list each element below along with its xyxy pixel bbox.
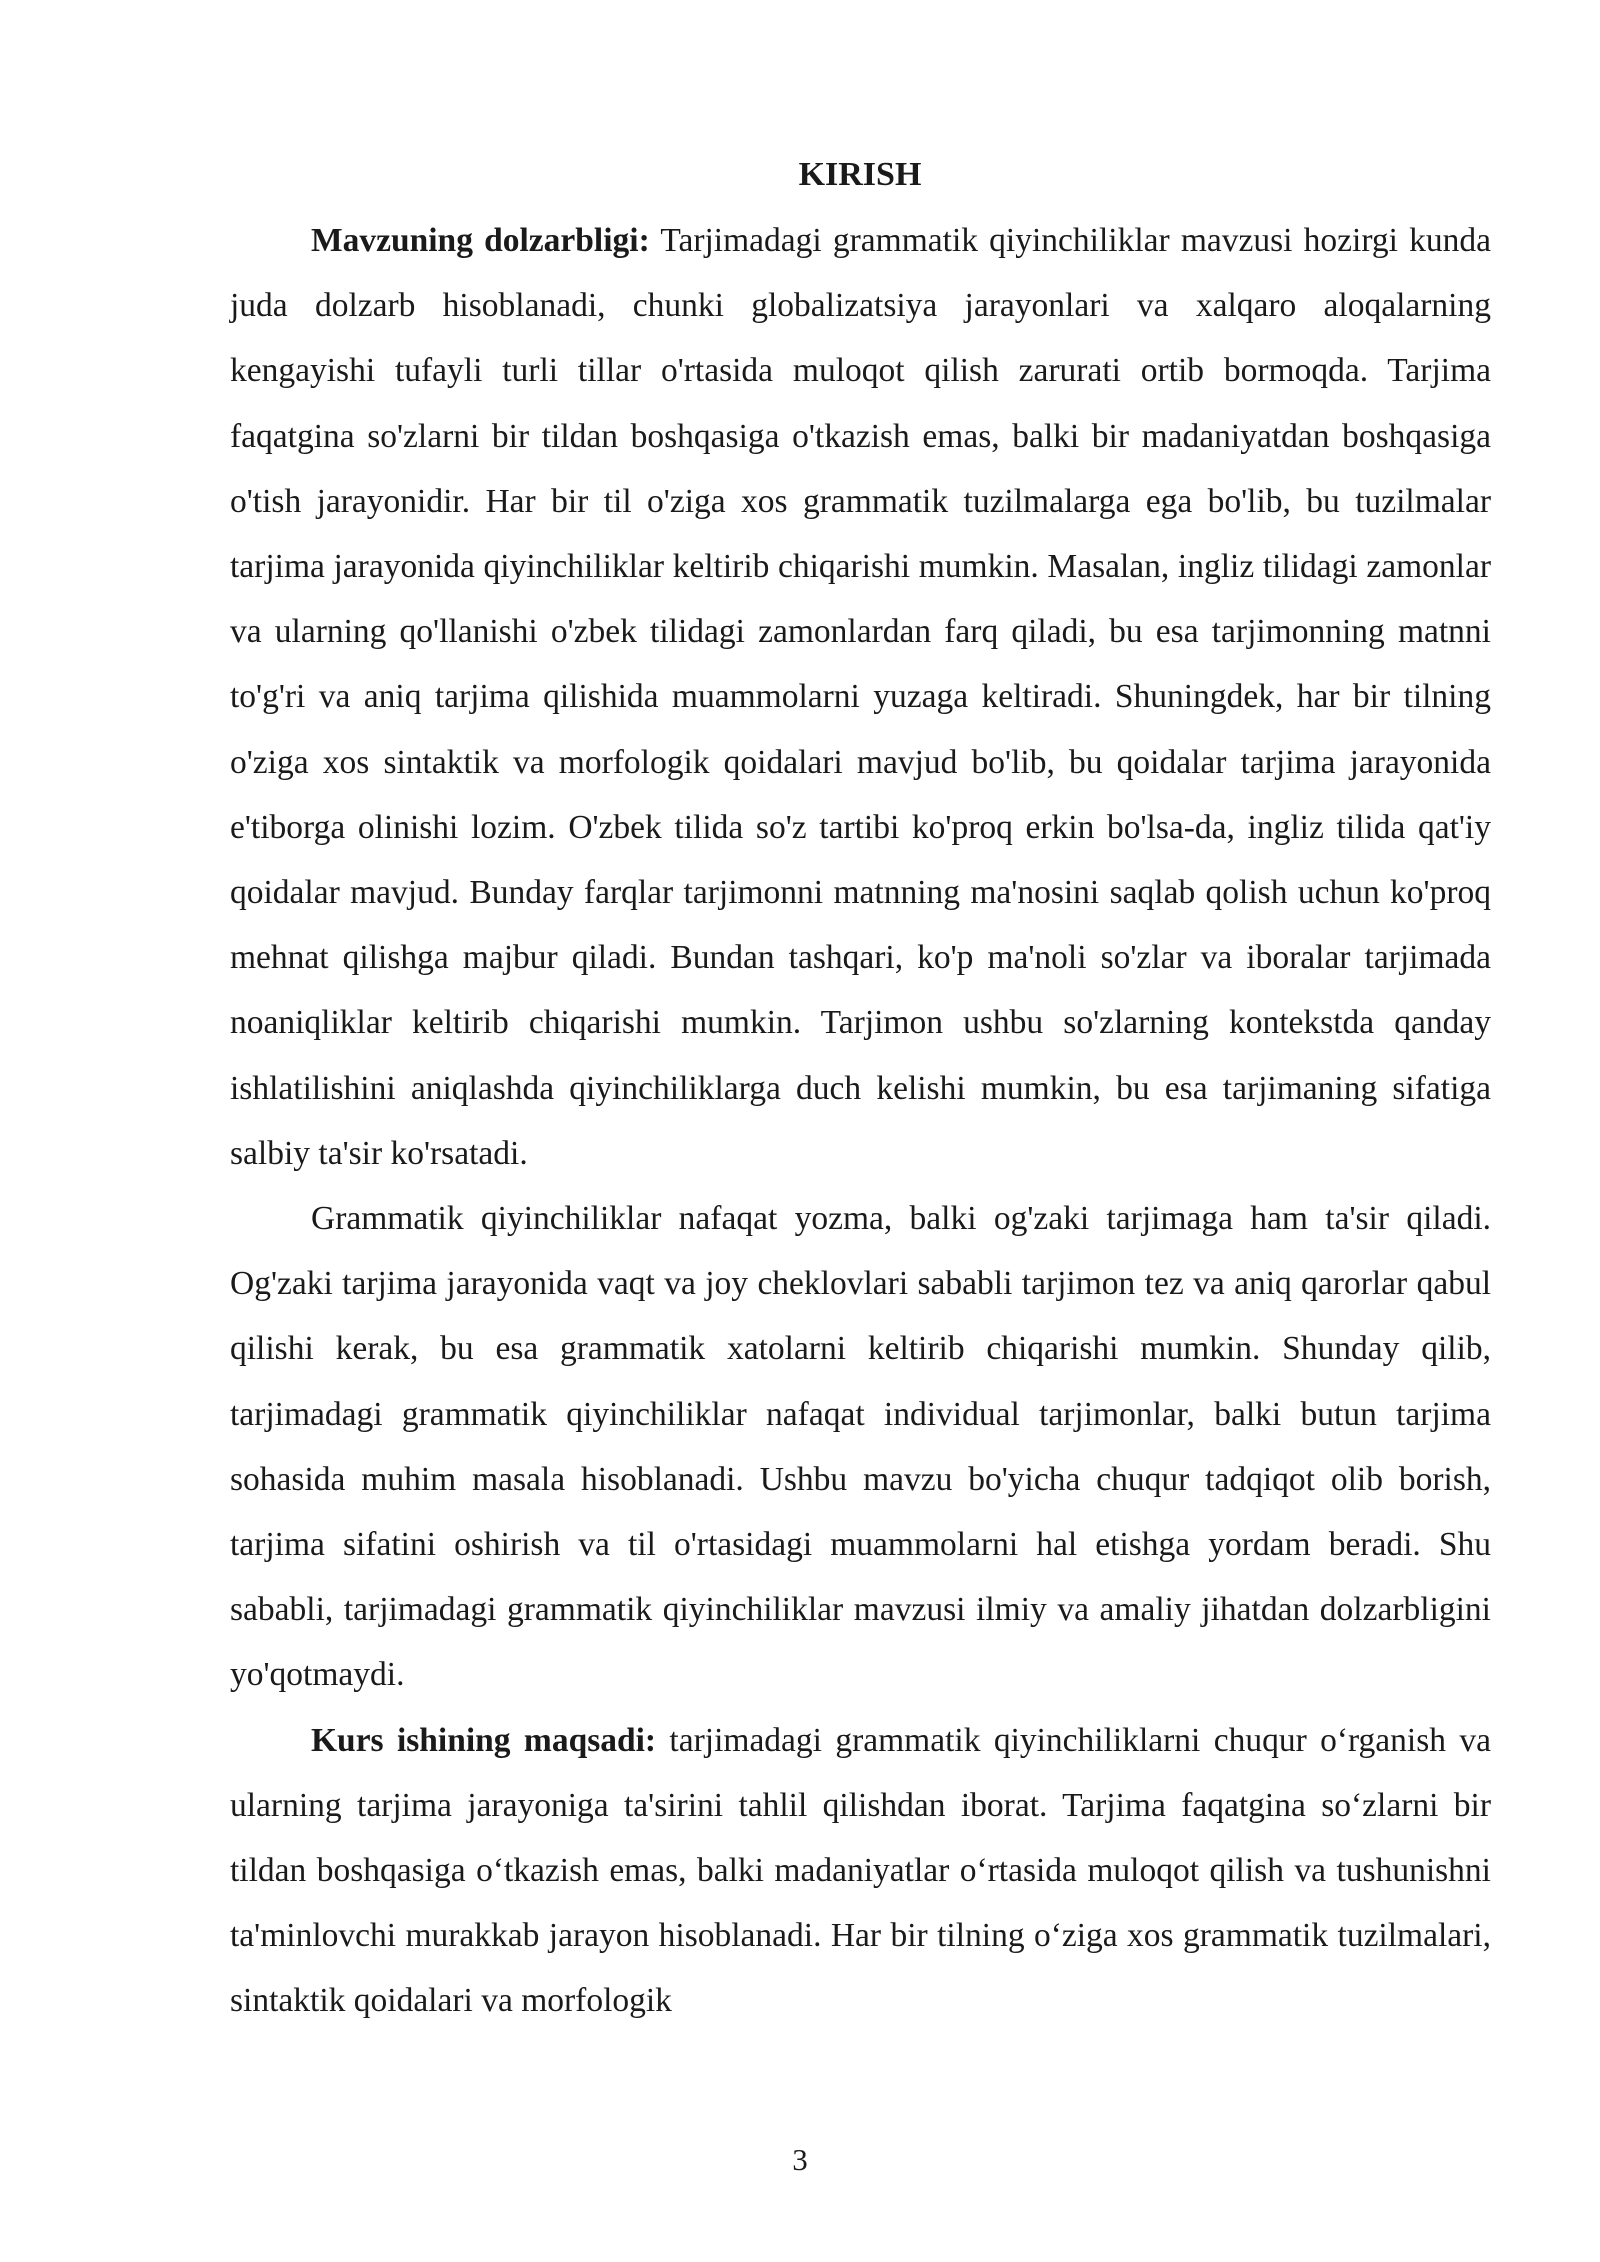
paragraph-text: tarjimadagi grammatik qiyinchiliklarni chuqur o‘rganish va ularning tarjima jarayoniga ta'sirini tahlil qilishdan iborat. Tarjima faqatgina so‘zlarni bir tildan boshqasiga o‘tkazish emas, balki madaniyatlar o‘rtasida muloqot qilish va tushunishni ta'minlovchi murakkab jarayon hisoblanadi. Har bir tilning o‘ziga xos grammatik tuzilmalari, sintaktik qoidalari va morfologik (230, 1721, 1491, 2020)
paragraph-goal (230, 1708, 1491, 2034)
section-heading: KIRISH (798, 156, 922, 193)
body-text (230, 208, 1491, 2034)
page-number: 3 (792, 2142, 808, 2177)
paragraph-lead: Mavzuning dolzarbligi: (311, 222, 650, 259)
paragraph-oral-translation (230, 1186, 1491, 1708)
paragraph-lead: Kurs ishining maqsadi: (311, 1721, 657, 1759)
paragraph-text: Grammatik qiyinchiliklar nafaqat yozma, balki og'zaki tarjimaga ham ta'sir qiladi. Og'zaki tarjima jarayonida vaqt va joy cheklovlari sababli tarjimon tez va aniq qarorlar qabul qilishi kerak, bu esa grammatik xatolarni keltirib chiqarishi mumkin. Shunday qilib, tarjimadagi grammatik qiyinchiliklar nafaqat individual tarjimonlar, balki butun tarjima sohasida muhim masala hisoblanadi. Ushbu mavzu bo'yicha chuqur tadqiqot olib borish, tarjima sifatini oshirish va til o'rtasidagi muammolarni hal etishga yordam beradi. Shu sababli, tarjimadagi grammatik qiyinchiliklar mavzusi ilmiy va amaliy jihatdan dolzarbligini yo'qotmaydi. (230, 1200, 1491, 1694)
paragraph-text: Tarjimadagi grammatik qiyinchiliklar mavzusi hozirgi kunda juda dolzarb hisoblanadi, chunki globalizatsiya jarayonlari va xalqaro aloqalarning kengayishi tufayli turli tillar o'rtasida muloqot qilish zarurati ortib bormoqda. Tarjima faqatgina so'zlarni bir tildan boshqasiga o'tkazish emas, balki bir madaniyatdan boshqasiga o'tish jarayonidir. Har bir til o'ziga xos grammatik tuzilmalarga ega bo'lib, bu tuzilmalar tarjima jarayonida qiyinchiliklar keltirib chiqarishi mumkin. Masalan, ingliz tilidagi zamonlar va ularning qo'llanishi o'zbek tilidagi zamonlardan farq qiladi, bu esa tarjimonning matnni to'g'ri va aniq tarjima qilishida muammolarni yuzaga keltiradi. Shuningdek, har bir tilning o'ziga xos sintaktik va morfologik qoidalari mavjud bo'lib, bu qoidalar tarjima jarayonida e'tiborga olinishi lozim. O'zbek tilida so'z tartibi ko'proq erkin bo'lsa-da, ingliz tilida qat'iy qoidalar mavjud. Bunday farqlar tarjimonni matnning ma'nosini saqlab qolish uchun ko'proq mehnat qilishga majbur qiladi. Bundan tashqari, ko'p ma'noli so'zlar va iboralar tarjimada noaniqliklar keltirib chiqarishi mumkin. Tarjimon ushbu so'zlarning kontekstda qanday ishlatilishini aniqlashda qiyinchiliklarga duch kelishi mumkin, bu esa tarjimaning sifatiga salbiy ta'sir ko'rsatadi. (230, 222, 1492, 1172)
paragraph-relevance (230, 208, 1491, 1186)
